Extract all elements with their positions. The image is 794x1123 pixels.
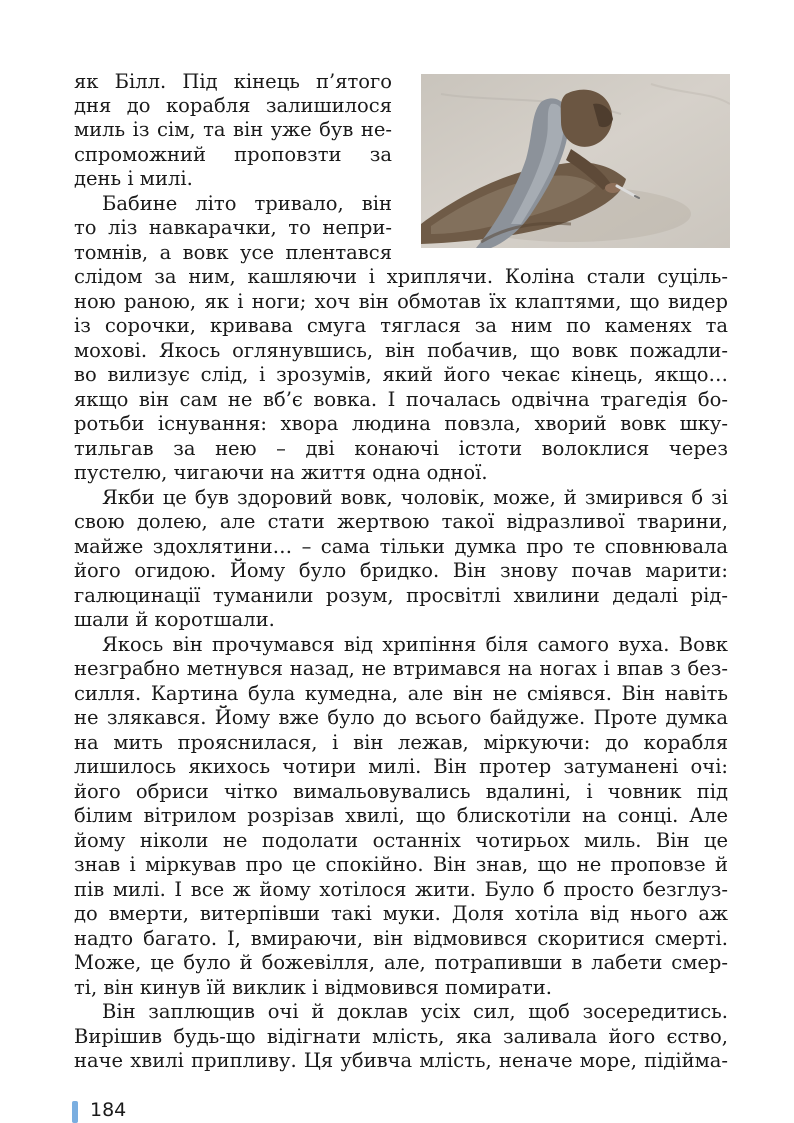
text-line: знав і міркував про це спокійно. Він знав, що не проповзе й bbox=[74, 853, 728, 876]
text-line: слідом за ним, кашляючи і хриплячи. Коліна стали суціль- bbox=[74, 265, 728, 288]
text-line: до вмерти, витерпівши такі муки. Доля хотіла від нього аж bbox=[74, 902, 728, 925]
text-line: ротьби існування: хвора людина повзла, хворий вовк шку- bbox=[74, 412, 728, 435]
text-line: Вирішив будь-що відігнати млість, яка заливала його єство, bbox=[74, 1025, 728, 1048]
text-line: миль із сім, та він уже був не- bbox=[74, 118, 392, 141]
text-line: Він заплющив очі й доклав усіх сил, щоб зосередитись. bbox=[102, 1000, 728, 1023]
text-line: лишилось якихось чотири милі. Він протер затуманені очі: bbox=[74, 755, 728, 778]
text-line: пустелю, чигаючи на життя одна одної. bbox=[74, 461, 488, 484]
text-line: томнів, а вовк усе плентався bbox=[74, 241, 392, 264]
text-line: майже здохлятини… – сама тільки думка про те сповнювала bbox=[74, 535, 728, 558]
text-line: пів милі. І все ж йому хотілося жити. Було б просто безглуз- bbox=[74, 878, 728, 901]
page-number-marker bbox=[72, 1101, 78, 1123]
text-line: во вилизує слід, і зрозумів, який його чекає кінець, якщо… bbox=[74, 363, 728, 386]
text-line: Може, це було й божевілля, але, потрапивши в лабети смер- bbox=[74, 951, 728, 974]
text-line: Бабине літо тривало, він bbox=[102, 192, 392, 215]
text-line: спроможний проповзти за bbox=[74, 143, 392, 166]
text-line: дня до корабля залишилося bbox=[74, 94, 392, 117]
text-line: свою долею, але стати жертвою такої відразливої тварини, bbox=[74, 510, 728, 533]
text-line: шали й коротшали. bbox=[74, 608, 275, 631]
text-line: ті, він кинув їй виклик і відмовився помирати. bbox=[74, 976, 552, 999]
text-line: галюцинації туманили розум, просвітлі хвилини дедалі рід- bbox=[74, 584, 728, 607]
text-line: не злякався. Йому вже було до всього байдуже. Проте думка bbox=[74, 706, 728, 729]
crawling-man-image bbox=[421, 74, 730, 248]
text-line: ною раною, як і ноги; хоч він обмотав їх клаптями, що видер bbox=[74, 290, 728, 313]
text-line: якщо він сам не вб’є вовка. І почалась одвічна трагедія бо- bbox=[74, 388, 728, 411]
text-line: як Білл. Під кінець п’ятого bbox=[74, 70, 392, 93]
text-line: Якось він прочумався від хрипіння біля самого вуха. Вовк bbox=[102, 633, 728, 656]
text-line: йому ніколи не подолати останніх чотирьох миль. Він це bbox=[74, 829, 728, 852]
text-line: його огидою. Йому було бридко. Він знову почав марити: bbox=[74, 559, 728, 582]
text-line: день і милі. bbox=[74, 167, 193, 190]
text-line: його обриси чітко вимальовувались вдалині, і човник під bbox=[74, 780, 728, 803]
text-line: мохові. Якось оглянувшись, він побачив, що вовк пожадли- bbox=[74, 339, 728, 362]
illustration-photo bbox=[421, 74, 730, 248]
text-line: незграбно метнувся назад, не втримався на ногах і впав з без- bbox=[74, 657, 728, 680]
text-line: силля. Картина була кумедна, але він не сміявся. Він навіть bbox=[74, 682, 728, 705]
text-line: із сорочки, кривава смуга тяглася за ним по каменях та bbox=[74, 314, 728, 337]
text-line: білим вітрилом розрізав хвилі, що блискотіли на сонці. Але bbox=[74, 804, 728, 827]
text-line: на мить прояснилася, і він лежав, міркуючи: до корабля bbox=[74, 731, 728, 754]
text-line: Якби це був здоровий вовк, чоловік, може, й змирився б зі bbox=[102, 486, 728, 509]
text-line: тильгав за нею – дві конаючі істоти волоклися через bbox=[74, 437, 728, 460]
text-line: надто багато. І, вмираючи, він відмовився скоритися смерті. bbox=[74, 927, 728, 950]
page-number: 184 bbox=[90, 1099, 127, 1121]
text-line: то ліз навкарачки, то непри- bbox=[74, 216, 392, 239]
text-line: наче хвилі припливу. Ця убивча млість, неначе море, підійма- bbox=[74, 1049, 728, 1072]
